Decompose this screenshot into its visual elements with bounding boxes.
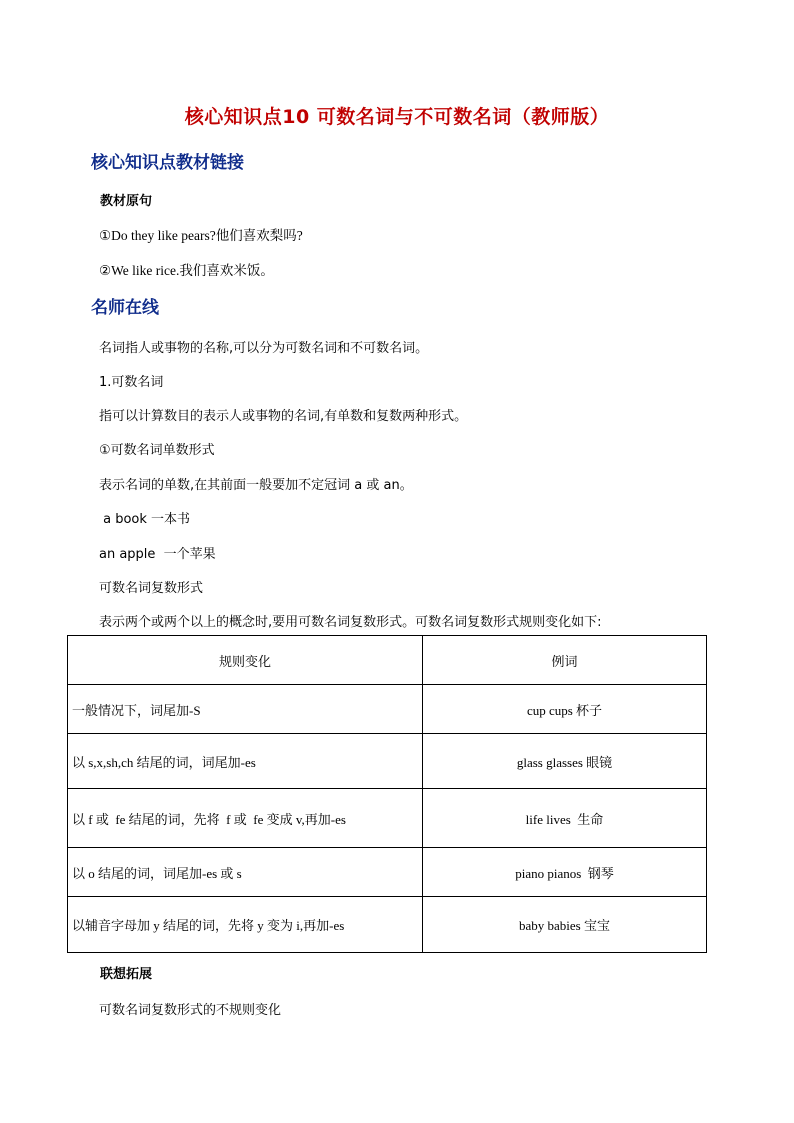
- subheading-countable-nouns: 1.可数名词: [99, 375, 164, 390]
- table-cell-example: glass glasses 眼镜: [423, 734, 707, 789]
- textbook-sentence-2: ②We like rice.我们喜欢米饭。: [99, 263, 274, 278]
- table-cell-example: baby babies 宝宝: [423, 897, 707, 953]
- subheading-singular-form: ①可数名词单数形式: [99, 443, 215, 458]
- subheading-extension: 联想拓展: [100, 967, 153, 982]
- table-header-row: [68, 636, 707, 685]
- table-cell-example: cup cups 杯子: [423, 685, 707, 734]
- table-header-rule: 规则变化: [68, 636, 423, 685]
- table-row: [68, 897, 707, 953]
- table-header-example: 例词: [423, 636, 707, 685]
- table-cell-rule: 一般情况下，词尾加-S: [68, 685, 423, 734]
- paragraph-singular-rule: 表示名词的单数,在其前面一般要加不定冠词 a 或 an。: [99, 478, 413, 493]
- table-row: [68, 685, 707, 734]
- paragraph-plural-rule: 表示两个或两个以上的概念时,要用可数名词复数形式。可数名词复数形式规则变化如下:: [99, 615, 602, 630]
- section-heading-textbook-link: 核心知识点教材链接: [91, 153, 244, 173]
- page-title: 核心知识点10 可数名词与不可数名词（教师版）: [184, 106, 610, 128]
- plural-rules-table: [67, 635, 707, 953]
- textbook-sentence-1: ①Do they like pears?他们喜欢梨吗?: [99, 228, 303, 243]
- table-cell-rule: 以 o 结尾的词，词尾加-es 或 s: [68, 848, 423, 897]
- table-cell-example: piano pianos 钢琴: [423, 848, 707, 897]
- paragraph-countable-definition: 指可以计算数目的表示人或事物的名词,有单数和复数两种形式。: [99, 409, 468, 424]
- table-row: [68, 848, 707, 897]
- table-row: [68, 734, 707, 789]
- table-cell-rule: 以 s,x,sh,ch 结尾的词，词尾加-es: [68, 734, 423, 789]
- example-a-book: a book 一本书: [99, 512, 191, 527]
- example-an-apple: an apple 一个苹果: [99, 547, 216, 562]
- subheading-plural-form: 可数名词复数形式: [99, 581, 204, 596]
- table-cell-rule: 以 f 或 fe 结尾的词，先将 f 或 fe 变成 v,再加-es: [68, 789, 423, 848]
- table-cell-example: life lives 生命: [423, 789, 707, 848]
- table-row: [68, 789, 707, 848]
- table-cell-rule: 以辅音字母加 y 结尾的词，先将 y 变为 i,再加-es: [68, 897, 423, 953]
- subheading-textbook-sentences: 教材原句: [100, 194, 153, 209]
- section-heading-teacher-online: 名师在线: [91, 298, 159, 318]
- paragraph-irregular-plurals: 可数名词复数形式的不规则变化: [99, 1003, 282, 1018]
- paragraph-noun-definition: 名词指人或事物的名称,可以分为可数名词和不可数名词。: [99, 341, 429, 356]
